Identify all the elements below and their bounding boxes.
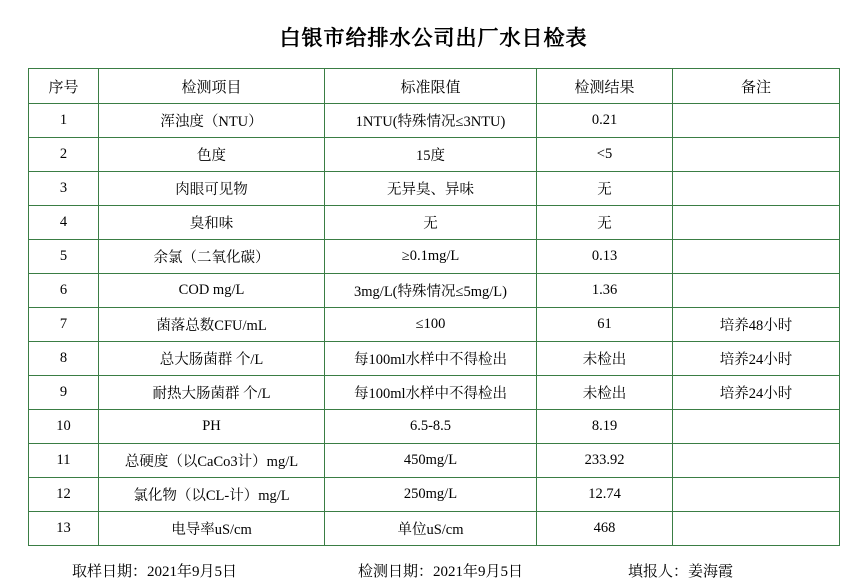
cell-note bbox=[673, 240, 840, 274]
cell-standard: 无 bbox=[325, 206, 537, 240]
cell-no: 12 bbox=[29, 478, 99, 512]
cell-no: 10 bbox=[29, 410, 99, 444]
cell-item: 菌落总数CFU/mL bbox=[99, 308, 325, 342]
cell-note bbox=[673, 206, 840, 240]
column-header-note: 备注 bbox=[673, 69, 840, 104]
table-row bbox=[29, 410, 840, 444]
page-title: 白银市给排水公司出厂水日检表 bbox=[279, 26, 588, 50]
cell-result: 468 bbox=[537, 512, 673, 546]
cell-no: 3 bbox=[29, 172, 99, 206]
cell-item: 总大肠菌群 个/L bbox=[99, 342, 325, 376]
table-row bbox=[29, 138, 840, 172]
cell-no: 4 bbox=[29, 206, 99, 240]
cell-item: PH bbox=[99, 410, 325, 444]
table-row bbox=[29, 172, 840, 206]
cell-result: 233.92 bbox=[537, 444, 673, 478]
cell-standard: ≤100 bbox=[325, 308, 537, 342]
cell-note bbox=[673, 478, 840, 512]
table-container bbox=[0, 68, 867, 546]
table-row bbox=[29, 274, 840, 308]
cell-note bbox=[673, 410, 840, 444]
cell-standard: 15度 bbox=[325, 138, 537, 172]
table-row bbox=[29, 240, 840, 274]
cell-standard: 3mg/L(特殊情况≤5mg/L) bbox=[325, 274, 537, 308]
table-header bbox=[29, 69, 840, 104]
table-row bbox=[29, 342, 840, 376]
cell-standard: 450mg/L bbox=[325, 444, 537, 478]
cell-result: 12.74 bbox=[537, 478, 673, 512]
cell-note: 培养24小时 bbox=[673, 376, 840, 410]
cell-note: 培养48小时 bbox=[673, 308, 840, 342]
table-row bbox=[29, 104, 840, 138]
table-row bbox=[29, 308, 840, 342]
cell-result: <5 bbox=[537, 138, 673, 172]
cell-item: 肉眼可见物 bbox=[99, 172, 325, 206]
cell-note bbox=[673, 444, 840, 478]
cell-result: 无 bbox=[537, 206, 673, 240]
cell-item: 臭和味 bbox=[99, 206, 325, 240]
cell-no: 5 bbox=[29, 240, 99, 274]
cell-no: 8 bbox=[29, 342, 99, 376]
table-row bbox=[29, 206, 840, 240]
cell-standard: 单位uS/cm bbox=[325, 512, 537, 546]
cell-result: 无 bbox=[537, 172, 673, 206]
footer bbox=[0, 560, 867, 581]
test-date: 检测日期：2021年9月5日 bbox=[358, 564, 524, 580]
column-header-no: 序号 bbox=[29, 69, 99, 104]
cell-item: 电导率uS/cm bbox=[99, 512, 325, 546]
cell-note bbox=[673, 274, 840, 308]
cell-standard: 250mg/L bbox=[325, 478, 537, 512]
cell-note bbox=[673, 138, 840, 172]
cell-no: 6 bbox=[29, 274, 99, 308]
cell-standard: ≥0.1mg/L bbox=[325, 240, 537, 274]
cell-item: 总硬度（以CaCo3计）mg/L bbox=[99, 444, 325, 478]
cell-item: 浑浊度（NTU） bbox=[99, 104, 325, 138]
cell-item: 耐热大肠菌群 个/L bbox=[99, 376, 325, 410]
cell-result: 61 bbox=[537, 308, 673, 342]
reporter-name: 填报人：姜海霞 bbox=[628, 564, 734, 580]
cell-item: 氯化物（以CL-计）mg/L bbox=[99, 478, 325, 512]
table-row bbox=[29, 512, 840, 546]
table-row bbox=[29, 376, 840, 410]
cell-note bbox=[673, 104, 840, 138]
table-row bbox=[29, 478, 840, 512]
cell-note bbox=[673, 512, 840, 546]
cell-item: 色度 bbox=[99, 138, 325, 172]
cell-result: 未检出 bbox=[537, 376, 673, 410]
column-header-result: 检测结果 bbox=[537, 69, 673, 104]
cell-no: 7 bbox=[29, 308, 99, 342]
cell-note bbox=[673, 172, 840, 206]
cell-result: 1.36 bbox=[537, 274, 673, 308]
cell-no: 13 bbox=[29, 512, 99, 546]
column-header-item: 检测项目 bbox=[99, 69, 325, 104]
cell-standard: 1NTU(特殊情况≤3NTU) bbox=[325, 104, 537, 138]
cell-standard: 每100ml水样中不得检出 bbox=[325, 342, 537, 376]
cell-no: 2 bbox=[29, 138, 99, 172]
cell-item: 余氯（二氧化碳） bbox=[99, 240, 325, 274]
cell-no: 11 bbox=[29, 444, 99, 478]
cell-standard: 每100ml水样中不得检出 bbox=[325, 376, 537, 410]
table-header-row bbox=[29, 69, 840, 104]
cell-no: 1 bbox=[29, 104, 99, 138]
cell-standard: 无异臭、异味 bbox=[325, 172, 537, 206]
cell-result: 0.21 bbox=[537, 104, 673, 138]
cell-no: 9 bbox=[29, 376, 99, 410]
table-row bbox=[29, 444, 840, 478]
sample-date: 取样日期：2021年9月5日 bbox=[72, 564, 238, 580]
table-body bbox=[29, 104, 840, 546]
cell-result: 8.19 bbox=[537, 410, 673, 444]
cell-item: COD mg/L bbox=[99, 274, 325, 308]
cell-standard: 6.5-8.5 bbox=[325, 410, 537, 444]
cell-note: 培养24小时 bbox=[673, 342, 840, 376]
cell-result: 未检出 bbox=[537, 342, 673, 376]
water-inspection-table bbox=[28, 68, 840, 546]
cell-result: 0.13 bbox=[537, 240, 673, 274]
column-header-standard: 标准限值 bbox=[325, 69, 537, 104]
